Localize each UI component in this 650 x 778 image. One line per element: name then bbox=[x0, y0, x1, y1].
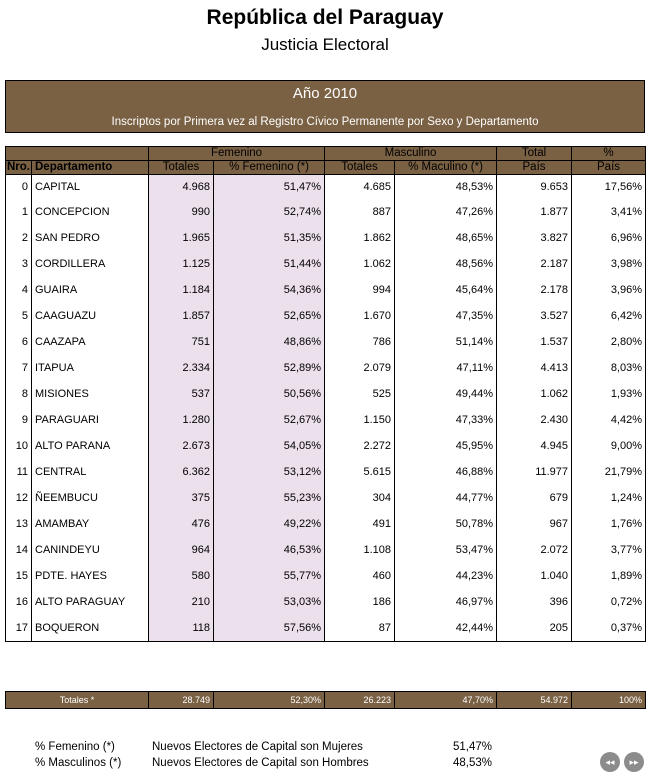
row-mas-pct: 46,97% bbox=[395, 589, 497, 615]
col-header-pct-pais: País bbox=[572, 161, 646, 175]
table-row bbox=[6, 433, 646, 459]
table-group-header-row bbox=[6, 147, 646, 161]
row-mas-totales: 2.272 bbox=[325, 433, 395, 459]
row-departamento: PARAGUARI bbox=[32, 407, 149, 433]
table-row bbox=[6, 563, 646, 589]
row-fem-pct: 55,23% bbox=[214, 485, 325, 511]
row-total-pais: 1.062 bbox=[497, 381, 572, 407]
table-row bbox=[6, 537, 646, 563]
row-fem-pct: 51,44% bbox=[214, 251, 325, 277]
row-pct-pais: 4,42% bbox=[572, 407, 646, 433]
row-fem-totales: 1.125 bbox=[149, 251, 214, 277]
row-mas-pct: 44,77% bbox=[395, 485, 497, 511]
row-mas-pct: 47,35% bbox=[395, 303, 497, 329]
row-nro: 14 bbox=[6, 537, 32, 563]
table-row bbox=[6, 485, 646, 511]
row-fem-totales: 751 bbox=[149, 329, 214, 355]
row-nro: 9 bbox=[6, 407, 32, 433]
row-fem-totales: 1.965 bbox=[149, 225, 214, 251]
row-departamento: CAPITAL bbox=[32, 175, 149, 200]
totals-mas-totales: 26.223 bbox=[325, 692, 395, 709]
row-nro: 10 bbox=[6, 433, 32, 459]
row-mas-totales: 2.079 bbox=[325, 355, 395, 381]
row-fem-pct: 52,65% bbox=[214, 303, 325, 329]
row-fem-pct: 57,56% bbox=[214, 615, 325, 642]
row-nro: 12 bbox=[6, 485, 32, 511]
row-nro: 5 bbox=[6, 303, 32, 329]
row-nro: 3 bbox=[6, 251, 32, 277]
row-total-pais: 3.827 bbox=[497, 225, 572, 251]
row-nro: 13 bbox=[6, 511, 32, 537]
table-row bbox=[6, 615, 646, 642]
total-group-header: Total bbox=[497, 147, 572, 161]
row-total-pais: 3.527 bbox=[497, 303, 572, 329]
row-mas-pct: 42,44% bbox=[395, 615, 497, 642]
footnote-masculino-label: % Masculinos (*) bbox=[35, 757, 122, 769]
totals-table bbox=[5, 691, 646, 709]
row-total-pais: 396 bbox=[497, 589, 572, 615]
totals-total-pais: 54.972 bbox=[497, 692, 572, 709]
row-mas-totales: 87 bbox=[325, 615, 395, 642]
row-departamento: CAAGUAZU bbox=[32, 303, 149, 329]
col-header-mas-pct: % Maculino (*) bbox=[395, 161, 497, 175]
table-body bbox=[6, 175, 646, 642]
row-mas-pct: 48,53% bbox=[395, 175, 497, 200]
row-departamento: BOQUERON bbox=[32, 615, 149, 642]
table-row bbox=[6, 199, 646, 225]
row-fem-totales: 2.334 bbox=[149, 355, 214, 381]
row-pct-pais: 1,76% bbox=[572, 511, 646, 537]
row-fem-pct: 48,86% bbox=[214, 329, 325, 355]
row-mas-pct: 48,65% bbox=[395, 225, 497, 251]
totals-fem-totales: 28.749 bbox=[149, 692, 214, 709]
row-fem-pct: 54,36% bbox=[214, 277, 325, 303]
row-nro: 6 bbox=[6, 329, 32, 355]
row-fem-pct: 49,22% bbox=[214, 511, 325, 537]
report-banner bbox=[5, 80, 645, 133]
row-total-pais: 2.187 bbox=[497, 251, 572, 277]
row-nro: 11 bbox=[6, 459, 32, 485]
totals-label: Totales * bbox=[6, 692, 149, 709]
col-header-departamento: Departamento bbox=[32, 161, 149, 175]
row-mas-totales: 525 bbox=[325, 381, 395, 407]
table-row bbox=[6, 225, 646, 251]
row-fem-pct: 53,03% bbox=[214, 589, 325, 615]
row-mas-totales: 5.615 bbox=[325, 459, 395, 485]
row-total-pais: 1.877 bbox=[497, 199, 572, 225]
row-departamento: CENTRAL bbox=[32, 459, 149, 485]
row-departamento: GUAIRA bbox=[32, 277, 149, 303]
table-row bbox=[6, 355, 646, 381]
row-departamento: ITAPUA bbox=[32, 355, 149, 381]
col-header-fem-pct: % Femenino (*) bbox=[214, 161, 325, 175]
row-pct-pais: 1,93% bbox=[572, 381, 646, 407]
row-fem-totales: 1.857 bbox=[149, 303, 214, 329]
row-pct-pais: 6,42% bbox=[572, 303, 646, 329]
femenino-group-header: Femenino bbox=[149, 147, 325, 161]
row-mas-totales: 491 bbox=[325, 511, 395, 537]
row-fem-totales: 118 bbox=[149, 615, 214, 642]
page-title: República del Paraguay bbox=[206, 6, 444, 29]
totals-row bbox=[6, 692, 646, 709]
row-mas-pct: 45,64% bbox=[395, 277, 497, 303]
row-pct-pais: 6,96% bbox=[572, 225, 646, 251]
row-mas-totales: 186 bbox=[325, 589, 395, 615]
row-fem-totales: 537 bbox=[149, 381, 214, 407]
row-pct-pais: 8,03% bbox=[572, 355, 646, 381]
row-fem-pct: 51,35% bbox=[214, 225, 325, 251]
row-fem-pct: 55,77% bbox=[214, 563, 325, 589]
row-mas-pct: 47,26% bbox=[395, 199, 497, 225]
table-row bbox=[6, 511, 646, 537]
col-header-nro: Nro. bbox=[7, 161, 30, 173]
totals-pct-pais: 100% bbox=[572, 692, 646, 709]
row-mas-pct: 47,33% bbox=[395, 407, 497, 433]
row-mas-totales: 1.862 bbox=[325, 225, 395, 251]
page-subtitle: Justicia Electoral bbox=[261, 35, 389, 54]
row-departamento: AMAMBAY bbox=[32, 511, 149, 537]
row-nro: 17 bbox=[6, 615, 32, 642]
row-departamento: PDTE. HAYES bbox=[32, 563, 149, 589]
table-row bbox=[6, 459, 646, 485]
row-mas-totales: 994 bbox=[325, 277, 395, 303]
row-total-pais: 4.413 bbox=[497, 355, 572, 381]
row-total-pais: 9.653 bbox=[497, 175, 572, 200]
table-column-header-row bbox=[6, 161, 646, 175]
table-row bbox=[6, 277, 646, 303]
row-pct-pais: 0,37% bbox=[572, 615, 646, 642]
table-row bbox=[6, 589, 646, 615]
report-year: Año 2010 bbox=[292, 85, 358, 102]
row-mas-pct: 51,14% bbox=[395, 329, 497, 355]
row-fem-pct: 52,74% bbox=[214, 199, 325, 225]
row-pct-pais: 3,96% bbox=[572, 277, 646, 303]
row-fem-totales: 476 bbox=[149, 511, 214, 537]
row-total-pais: 2.430 bbox=[497, 407, 572, 433]
row-total-pais: 11.977 bbox=[497, 459, 572, 485]
row-mas-totales: 1.062 bbox=[325, 251, 395, 277]
table-row bbox=[6, 381, 646, 407]
row-mas-pct: 49,44% bbox=[395, 381, 497, 407]
row-pct-pais: 3,41% bbox=[572, 199, 646, 225]
col-header-total-pais: País bbox=[497, 161, 572, 175]
row-total-pais: 205 bbox=[497, 615, 572, 642]
row-nro: 16 bbox=[6, 589, 32, 615]
row-pct-pais: 1,89% bbox=[572, 563, 646, 589]
footnote-femenino-value: 51,47% bbox=[453, 741, 493, 753]
row-departamento: CAAZAPA bbox=[32, 329, 149, 355]
row-mas-pct: 53,47% bbox=[395, 537, 497, 563]
row-mas-pct: 50,78% bbox=[395, 511, 497, 537]
row-fem-pct: 54,05% bbox=[214, 433, 325, 459]
row-fem-totales: 4.968 bbox=[149, 175, 214, 200]
row-total-pais: 2.072 bbox=[497, 537, 572, 563]
row-pct-pais: 3,77% bbox=[572, 537, 646, 563]
row-total-pais: 1.040 bbox=[497, 563, 572, 589]
row-pct-pais: 17,56% bbox=[572, 175, 646, 200]
row-nro: 15 bbox=[6, 563, 32, 589]
row-fem-totales: 210 bbox=[149, 589, 214, 615]
row-mas-pct: 48,56% bbox=[395, 251, 497, 277]
row-total-pais: 2.178 bbox=[497, 277, 572, 303]
table-row bbox=[6, 175, 646, 200]
next-page-icon[interactable]: ▸▸ bbox=[624, 752, 644, 772]
row-mas-totales: 887 bbox=[325, 199, 395, 225]
footnote-femenino-text: Nuevos Electores de Capital son Mujeres bbox=[152, 741, 363, 753]
row-departamento: CONCEPCION bbox=[32, 199, 149, 225]
row-pct-pais: 2,80% bbox=[572, 329, 646, 355]
row-nro: 8 bbox=[6, 381, 32, 407]
prev-page-icon[interactable]: ◂◂ bbox=[600, 752, 620, 772]
row-fem-pct: 51,47% bbox=[214, 175, 325, 200]
row-pct-pais: 0,72% bbox=[572, 589, 646, 615]
row-nro: 4 bbox=[6, 277, 32, 303]
row-fem-pct: 52,89% bbox=[214, 355, 325, 381]
row-fem-pct: 46,53% bbox=[214, 537, 325, 563]
row-fem-totales: 375 bbox=[149, 485, 214, 511]
row-mas-totales: 304 bbox=[325, 485, 395, 511]
row-departamento: CANINDEYU bbox=[32, 537, 149, 563]
row-nro: 2 bbox=[6, 225, 32, 251]
row-mas-pct: 47,11% bbox=[395, 355, 497, 381]
table-row bbox=[6, 407, 646, 433]
totals-mas-pct: 47,70% bbox=[395, 692, 497, 709]
col-header-mas-totales: Totales bbox=[325, 161, 395, 175]
table-row bbox=[6, 329, 646, 355]
row-departamento: MISIONES bbox=[32, 381, 149, 407]
row-nro: 7 bbox=[6, 355, 32, 381]
row-fem-totales: 2.673 bbox=[149, 433, 214, 459]
row-fem-pct: 50,56% bbox=[214, 381, 325, 407]
table-row bbox=[6, 303, 646, 329]
row-fem-totales: 6.362 bbox=[149, 459, 214, 485]
row-fem-totales: 990 bbox=[149, 199, 214, 225]
row-departamento: SAN PEDRO bbox=[32, 225, 149, 251]
pct-group-header: % bbox=[572, 147, 646, 161]
report-description: Inscriptos por Primera vez al Registro Cívico Permanente por Sexo y Departamento bbox=[111, 116, 539, 128]
row-pct-pais: 9,00% bbox=[572, 433, 646, 459]
row-pct-pais: 3,98% bbox=[572, 251, 646, 277]
row-total-pais: 679 bbox=[497, 485, 572, 511]
department-table bbox=[5, 146, 646, 642]
row-fem-pct: 52,67% bbox=[214, 407, 325, 433]
col-header-fem-totales: Totales bbox=[149, 161, 214, 175]
row-mas-pct: 44,23% bbox=[395, 563, 497, 589]
row-mas-totales: 1.108 bbox=[325, 537, 395, 563]
row-departamento: CORDILLERA bbox=[32, 251, 149, 277]
row-mas-pct: 46,88% bbox=[395, 459, 497, 485]
footnote-femenino-label: % Femenino (*) bbox=[35, 741, 115, 753]
row-pct-pais: 21,79% bbox=[572, 459, 646, 485]
row-total-pais: 1.537 bbox=[497, 329, 572, 355]
row-fem-totales: 1.280 bbox=[149, 407, 214, 433]
row-mas-totales: 460 bbox=[325, 563, 395, 589]
row-departamento: ALTO PARANA bbox=[32, 433, 149, 459]
row-mas-totales: 4.685 bbox=[325, 175, 395, 200]
row-total-pais: 4.945 bbox=[497, 433, 572, 459]
row-fem-pct: 53,12% bbox=[214, 459, 325, 485]
row-nro: 1 bbox=[6, 199, 32, 225]
totals-fem-pct: 52,30% bbox=[214, 692, 325, 709]
row-departamento: ÑEEMBUCU bbox=[32, 485, 149, 511]
row-mas-pct: 45,95% bbox=[395, 433, 497, 459]
row-departamento: ALTO PARAGUAY bbox=[32, 589, 149, 615]
row-pct-pais: 1,24% bbox=[572, 485, 646, 511]
row-fem-totales: 580 bbox=[149, 563, 214, 589]
masculino-group-header: Masculino bbox=[325, 147, 497, 161]
footnote-masculino-value: 48,53% bbox=[453, 757, 493, 769]
row-total-pais: 967 bbox=[497, 511, 572, 537]
row-mas-totales: 1.670 bbox=[325, 303, 395, 329]
row-fem-totales: 964 bbox=[149, 537, 214, 563]
row-fem-totales: 1.184 bbox=[149, 277, 214, 303]
empty-header-cell bbox=[6, 147, 149, 161]
row-mas-totales: 786 bbox=[325, 329, 395, 355]
row-mas-totales: 1.150 bbox=[325, 407, 395, 433]
footnote-masculino-text: Nuevos Electores de Capital son Hombres bbox=[152, 757, 369, 769]
table-row bbox=[6, 251, 646, 277]
row-nro: 0 bbox=[6, 175, 32, 200]
